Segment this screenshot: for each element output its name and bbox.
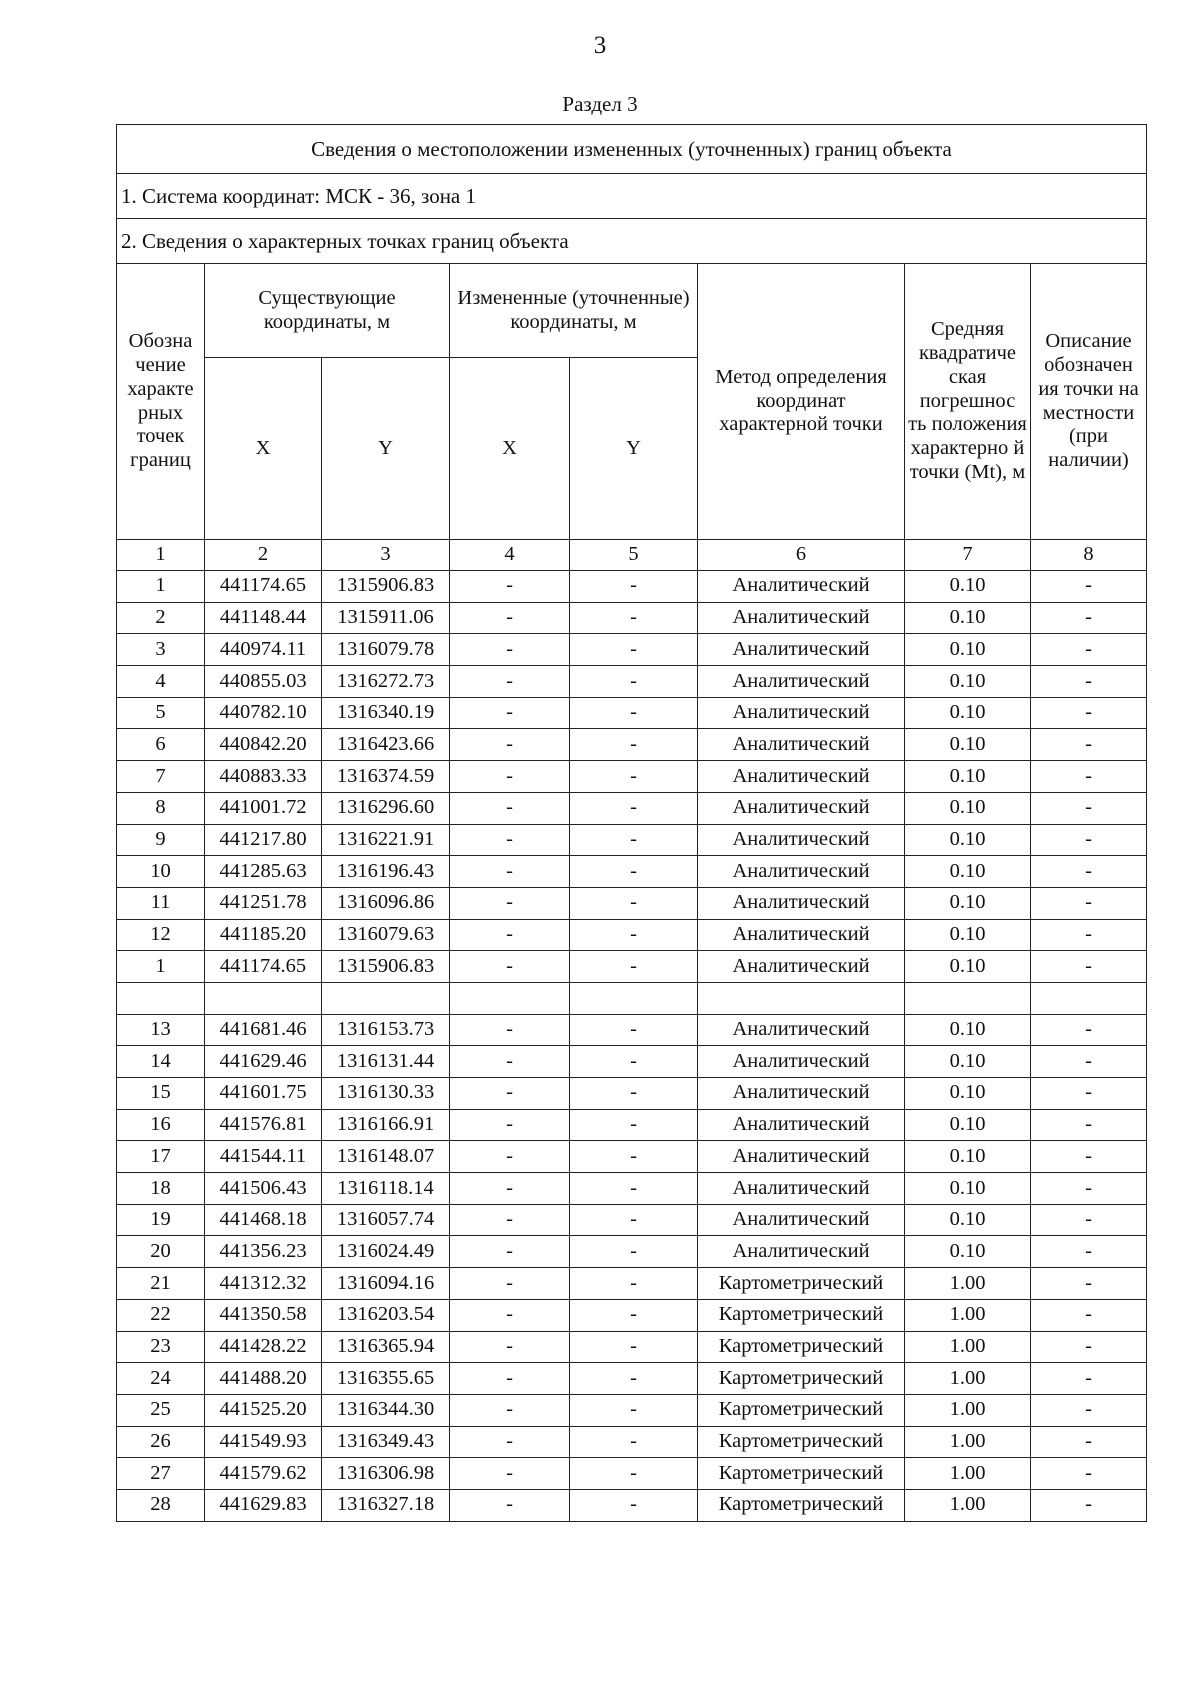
error-cell: 0.10 xyxy=(905,1236,1031,1268)
existing-x-cell: 441217.80 xyxy=(205,824,322,856)
table-row xyxy=(117,1331,1147,1363)
changed-y-cell: - xyxy=(570,1268,698,1300)
description-cell: - xyxy=(1031,1299,1147,1331)
existing-y-cell: 1315911.06 xyxy=(322,602,450,634)
method-cell: Аналитический xyxy=(698,792,905,824)
table-row xyxy=(117,602,1147,634)
existing-y-cell: 1316374.59 xyxy=(322,761,450,793)
error-cell: 0.10 xyxy=(905,1173,1031,1205)
page-number: 3 xyxy=(593,32,607,59)
description-cell: - xyxy=(1031,634,1147,666)
existing-x-cell: 441629.46 xyxy=(205,1046,322,1078)
header-existing-x: X xyxy=(205,358,322,540)
existing-y-cell: 1316024.49 xyxy=(322,1236,450,1268)
point-number-cell: 3 xyxy=(117,634,205,666)
changed-y-cell: - xyxy=(570,1204,698,1236)
changed-y-cell: - xyxy=(570,697,698,729)
method-cell: Аналитический xyxy=(698,602,905,634)
changed-y-cell: - xyxy=(570,1014,698,1046)
changed-x-cell: - xyxy=(450,1046,570,1078)
existing-x-cell: 441576.81 xyxy=(205,1109,322,1141)
changed-x-cell: - xyxy=(450,919,570,951)
changed-x-cell: - xyxy=(450,729,570,761)
column-numbers-row xyxy=(117,540,1147,571)
column-number: 1 xyxy=(117,540,205,571)
description-cell: - xyxy=(1031,824,1147,856)
column-number: 6 xyxy=(698,540,905,571)
changed-y-cell: - xyxy=(570,571,698,603)
description-cell: - xyxy=(1031,1109,1147,1141)
point-number-cell: 1 xyxy=(117,951,205,983)
existing-x-cell: 441251.78 xyxy=(205,887,322,919)
point-number-cell: 8 xyxy=(117,792,205,824)
point-number-cell: 4 xyxy=(117,666,205,698)
changed-y-cell: - xyxy=(570,1236,698,1268)
existing-x-cell: 441601.75 xyxy=(205,1078,322,1110)
column-number: 4 xyxy=(450,540,570,571)
method-cell: Аналитический xyxy=(698,1141,905,1173)
point-number-cell xyxy=(117,982,205,1014)
existing-x-cell: 441428.22 xyxy=(205,1331,322,1363)
error-cell: 0.10 xyxy=(905,1046,1031,1078)
changed-y-cell: - xyxy=(570,602,698,634)
changed-y-cell: - xyxy=(570,1394,698,1426)
table-row xyxy=(117,1268,1147,1300)
changed-y-cell: - xyxy=(570,761,698,793)
error-cell: 0.10 xyxy=(905,761,1031,793)
point-number-cell: 12 xyxy=(117,919,205,951)
changed-x-cell: - xyxy=(450,1489,570,1521)
table-row xyxy=(117,1141,1147,1173)
changed-y-cell: - xyxy=(570,1458,698,1490)
error-cell: 1.00 xyxy=(905,1458,1031,1490)
header-method: Метод определения координат характерной точки xyxy=(698,264,905,540)
changed-x-cell: - xyxy=(450,1394,570,1426)
existing-y-cell: 1316306.98 xyxy=(322,1458,450,1490)
point-number-cell: 22 xyxy=(117,1299,205,1331)
changed-x-cell: - xyxy=(450,1014,570,1046)
changed-x-cell: - xyxy=(450,634,570,666)
method-cell: Аналитический xyxy=(698,666,905,698)
existing-y-cell: 1316131.44 xyxy=(322,1046,450,1078)
existing-y-cell: 1316296.60 xyxy=(322,792,450,824)
point-number-cell: 20 xyxy=(117,1236,205,1268)
existing-y-cell: 1316355.65 xyxy=(322,1363,450,1395)
existing-y-cell xyxy=(322,982,450,1014)
existing-y-cell: 1316365.94 xyxy=(322,1331,450,1363)
point-number-cell: 14 xyxy=(117,1046,205,1078)
changed-y-cell: - xyxy=(570,1141,698,1173)
existing-x-cell: 441549.93 xyxy=(205,1426,322,1458)
column-number: 2 xyxy=(205,540,322,571)
existing-x-cell: 441544.11 xyxy=(205,1141,322,1173)
error-cell: 0.10 xyxy=(905,1141,1031,1173)
error-cell: 0.10 xyxy=(905,887,1031,919)
changed-y-cell: - xyxy=(570,729,698,761)
changed-y-cell: - xyxy=(570,919,698,951)
existing-y-cell: 1316349.43 xyxy=(322,1426,450,1458)
method-cell: Картометрический xyxy=(698,1426,905,1458)
error-cell: 0.10 xyxy=(905,571,1031,603)
table-row xyxy=(117,1109,1147,1141)
existing-x-cell: 441629.83 xyxy=(205,1489,322,1521)
method-cell: Аналитический xyxy=(698,761,905,793)
table-row xyxy=(117,1078,1147,1110)
header-changed-y: Y xyxy=(570,358,698,540)
point-number-cell: 6 xyxy=(117,729,205,761)
existing-x-cell: 441285.63 xyxy=(205,856,322,888)
error-cell: 0.10 xyxy=(905,666,1031,698)
changed-x-cell: - xyxy=(450,602,570,634)
error-cell: 1.00 xyxy=(905,1363,1031,1395)
error-cell: 0.10 xyxy=(905,697,1031,729)
changed-x-cell: - xyxy=(450,697,570,729)
existing-x-cell: 441312.32 xyxy=(205,1268,322,1300)
method-cell: Картометрический xyxy=(698,1331,905,1363)
method-cell: Картометрический xyxy=(698,1363,905,1395)
changed-x-cell: - xyxy=(450,887,570,919)
changed-y-cell: - xyxy=(570,1299,698,1331)
table-row xyxy=(117,571,1147,603)
changed-y-cell: - xyxy=(570,856,698,888)
point-number-cell: 10 xyxy=(117,856,205,888)
table-body xyxy=(117,571,1147,1522)
changed-x-cell: - xyxy=(450,1141,570,1173)
point-number-cell: 2 xyxy=(117,602,205,634)
coordinates-table xyxy=(116,124,1147,1522)
method-cell: Аналитический xyxy=(698,1109,905,1141)
changed-y-cell: - xyxy=(570,1173,698,1205)
table-row xyxy=(117,919,1147,951)
point-number-cell: 7 xyxy=(117,761,205,793)
table-row xyxy=(117,1458,1147,1490)
changed-x-cell: - xyxy=(450,792,570,824)
error-cell: 0.10 xyxy=(905,919,1031,951)
method-cell: Картометрический xyxy=(698,1394,905,1426)
existing-x-cell: 441148.44 xyxy=(205,602,322,634)
table-row xyxy=(117,1394,1147,1426)
point-number-cell: 17 xyxy=(117,1141,205,1173)
method-cell: Аналитический xyxy=(698,1046,905,1078)
error-cell: 0.10 xyxy=(905,1078,1031,1110)
header-existing-y: Y xyxy=(322,358,450,540)
description-cell: - xyxy=(1031,697,1147,729)
existing-x-cell: 440974.11 xyxy=(205,634,322,666)
error-cell: 1.00 xyxy=(905,1489,1031,1521)
column-number: 5 xyxy=(570,540,698,571)
changed-x-cell: - xyxy=(450,1331,570,1363)
existing-x-cell: 441001.72 xyxy=(205,792,322,824)
table-row xyxy=(117,1046,1147,1078)
changed-x-cell: - xyxy=(450,1109,570,1141)
changed-y-cell: - xyxy=(570,1109,698,1141)
changed-x-cell: - xyxy=(450,571,570,603)
description-cell: - xyxy=(1031,761,1147,793)
description-cell: - xyxy=(1031,856,1147,888)
changed-y-cell: - xyxy=(570,1046,698,1078)
changed-x-cell: - xyxy=(450,1363,570,1395)
changed-y-cell: - xyxy=(570,1426,698,1458)
method-cell: Аналитический xyxy=(698,856,905,888)
existing-y-cell: 1316079.78 xyxy=(322,634,450,666)
table-row xyxy=(117,729,1147,761)
existing-y-cell: 1316272.73 xyxy=(322,666,450,698)
table-row xyxy=(117,634,1147,666)
method-cell: Аналитический xyxy=(698,1173,905,1205)
changed-x-cell: - xyxy=(450,761,570,793)
changed-y-cell: - xyxy=(570,824,698,856)
description-cell: - xyxy=(1031,1204,1147,1236)
point-number-cell: 24 xyxy=(117,1363,205,1395)
description-cell: - xyxy=(1031,1236,1147,1268)
table-row xyxy=(117,1173,1147,1205)
description-cell: - xyxy=(1031,951,1147,983)
header-error: Средняя квадратиче ская погрешнос ть положения характерно й точки (Mt), м xyxy=(905,264,1031,540)
description-cell: - xyxy=(1031,1426,1147,1458)
method-cell: Аналитический xyxy=(698,824,905,856)
changed-x-cell: - xyxy=(450,1078,570,1110)
existing-y-cell: 1316118.14 xyxy=(322,1173,450,1205)
table-row xyxy=(117,1014,1147,1046)
changed-x-cell: - xyxy=(450,1236,570,1268)
method-cell: Аналитический xyxy=(698,697,905,729)
existing-x-cell: 441468.18 xyxy=(205,1204,322,1236)
changed-y-cell: - xyxy=(570,1363,698,1395)
changed-y-cell: - xyxy=(570,887,698,919)
column-number: 3 xyxy=(322,540,450,571)
changed-y-cell: - xyxy=(570,951,698,983)
table-row xyxy=(117,697,1147,729)
header-designation: Обозна чение характе рных точек границ xyxy=(117,264,205,540)
method-cell: Аналитический xyxy=(698,1236,905,1268)
table-row xyxy=(117,1204,1147,1236)
existing-y-cell: 1316079.63 xyxy=(322,919,450,951)
description-cell: - xyxy=(1031,1078,1147,1110)
changed-x-cell: - xyxy=(450,824,570,856)
point-number-cell: 16 xyxy=(117,1109,205,1141)
existing-y-cell: 1316153.73 xyxy=(322,1014,450,1046)
error-cell: 0.10 xyxy=(905,856,1031,888)
method-cell: Аналитический xyxy=(698,729,905,761)
existing-x-cell: 441350.58 xyxy=(205,1299,322,1331)
description-cell: - xyxy=(1031,1363,1147,1395)
existing-x-cell: 441488.20 xyxy=(205,1363,322,1395)
error-cell: 0.10 xyxy=(905,1014,1031,1046)
error-cell: 0.10 xyxy=(905,729,1031,761)
existing-x-cell: 441356.23 xyxy=(205,1236,322,1268)
changed-y-cell: - xyxy=(570,792,698,824)
section-label: Раздел 3 xyxy=(562,92,638,116)
existing-y-cell: 1316344.30 xyxy=(322,1394,450,1426)
error-cell: 0.10 xyxy=(905,634,1031,666)
existing-x-cell: 441506.43 xyxy=(205,1173,322,1205)
point-number-cell: 27 xyxy=(117,1458,205,1490)
error-cell: 0.10 xyxy=(905,792,1031,824)
point-number-cell: 25 xyxy=(117,1394,205,1426)
error-cell: 0.10 xyxy=(905,1109,1031,1141)
existing-y-cell: 1316130.33 xyxy=(322,1078,450,1110)
method-cell: Картометрический xyxy=(698,1299,905,1331)
point-number-cell: 23 xyxy=(117,1331,205,1363)
method-cell xyxy=(698,982,905,1014)
existing-y-cell: 1316096.86 xyxy=(322,887,450,919)
existing-y-cell: 1316166.91 xyxy=(322,1109,450,1141)
point-number-cell: 13 xyxy=(117,1014,205,1046)
description-cell: - xyxy=(1031,1046,1147,1078)
existing-x-cell: 440855.03 xyxy=(205,666,322,698)
existing-x-cell: 440842.20 xyxy=(205,729,322,761)
method-cell: Аналитический xyxy=(698,1014,905,1046)
point-number-cell: 19 xyxy=(117,1204,205,1236)
point-number-cell: 5 xyxy=(117,697,205,729)
changed-x-cell: - xyxy=(450,1458,570,1490)
changed-x-cell: - xyxy=(450,1426,570,1458)
description-cell: - xyxy=(1031,1173,1147,1205)
table-title: Сведения о местоположении измененных (уточненных) границ объекта xyxy=(117,125,1147,174)
method-cell: Картометрический xyxy=(698,1458,905,1490)
error-cell: 0.10 xyxy=(905,951,1031,983)
table-row xyxy=(117,792,1147,824)
existing-x-cell: 441174.65 xyxy=(205,571,322,603)
header-changed-coordinates: Измененные (уточненные) координаты, м xyxy=(450,264,698,358)
existing-y-cell: 1316340.19 xyxy=(322,697,450,729)
existing-y-cell: 1316203.54 xyxy=(322,1299,450,1331)
changed-x-cell xyxy=(450,982,570,1014)
existing-x-cell: 441681.46 xyxy=(205,1014,322,1046)
table-row xyxy=(117,1363,1147,1395)
column-number: 7 xyxy=(905,540,1031,571)
existing-y-cell: 1316423.66 xyxy=(322,729,450,761)
table-row xyxy=(117,856,1147,888)
error-cell: 0.10 xyxy=(905,824,1031,856)
description-cell: - xyxy=(1031,1394,1147,1426)
existing-x-cell: 441579.62 xyxy=(205,1458,322,1490)
method-cell: Аналитический xyxy=(698,1078,905,1110)
table-row xyxy=(117,1236,1147,1268)
point-number-cell: 26 xyxy=(117,1426,205,1458)
existing-y-cell: 1316327.18 xyxy=(322,1489,450,1521)
header-changed-x: X xyxy=(450,358,570,540)
changed-y-cell: - xyxy=(570,1489,698,1521)
existing-y-cell: 1316221.91 xyxy=(322,824,450,856)
point-number-cell: 18 xyxy=(117,1173,205,1205)
point-number-cell: 15 xyxy=(117,1078,205,1110)
method-cell: Аналитический xyxy=(698,1204,905,1236)
existing-y-cell: 1315906.83 xyxy=(322,571,450,603)
description-cell: - xyxy=(1031,666,1147,698)
description-cell: - xyxy=(1031,1268,1147,1300)
description-cell: - xyxy=(1031,887,1147,919)
existing-y-cell: 1316148.07 xyxy=(322,1141,450,1173)
existing-x-cell: 440782.10 xyxy=(205,697,322,729)
existing-y-cell: 1315906.83 xyxy=(322,951,450,983)
points-heading: 2. Сведения о характерных точках границ объекта xyxy=(117,219,1147,264)
changed-x-cell: - xyxy=(450,1268,570,1300)
table-row xyxy=(117,887,1147,919)
error-cell: 1.00 xyxy=(905,1426,1031,1458)
error-cell: 0.10 xyxy=(905,602,1031,634)
method-cell: Аналитический xyxy=(698,919,905,951)
method-cell: Картометрический xyxy=(698,1268,905,1300)
existing-y-cell: 1316196.43 xyxy=(322,856,450,888)
existing-x-cell: 441174.65 xyxy=(205,951,322,983)
table-row xyxy=(117,1299,1147,1331)
method-cell: Аналитический xyxy=(698,951,905,983)
description-cell: - xyxy=(1031,1458,1147,1490)
description-cell: - xyxy=(1031,919,1147,951)
method-cell: Аналитический xyxy=(698,634,905,666)
changed-x-cell: - xyxy=(450,951,570,983)
table-row xyxy=(117,1489,1147,1521)
method-cell: Аналитический xyxy=(698,571,905,603)
method-cell: Аналитический xyxy=(698,887,905,919)
point-number-cell: 1 xyxy=(117,571,205,603)
existing-x-cell xyxy=(205,982,322,1014)
error-cell xyxy=(905,982,1031,1014)
changed-y-cell: - xyxy=(570,1331,698,1363)
point-number-cell: 28 xyxy=(117,1489,205,1521)
error-cell: 1.00 xyxy=(905,1331,1031,1363)
error-cell: 1.00 xyxy=(905,1394,1031,1426)
point-number-cell: 9 xyxy=(117,824,205,856)
description-cell: - xyxy=(1031,1141,1147,1173)
method-cell: Картометрический xyxy=(698,1489,905,1521)
changed-y-cell: - xyxy=(570,634,698,666)
description-cell: - xyxy=(1031,792,1147,824)
description-cell: - xyxy=(1031,571,1147,603)
changed-y-cell: - xyxy=(570,1078,698,1110)
existing-y-cell: 1316057.74 xyxy=(322,1204,450,1236)
error-cell: 0.10 xyxy=(905,1204,1031,1236)
description-cell: - xyxy=(1031,1489,1147,1521)
point-number-cell: 21 xyxy=(117,1268,205,1300)
point-number-cell: 11 xyxy=(117,887,205,919)
table-row xyxy=(117,982,1147,1014)
existing-x-cell: 440883.33 xyxy=(205,761,322,793)
table-row xyxy=(117,1426,1147,1458)
existing-x-cell: 441185.20 xyxy=(205,919,322,951)
table-row xyxy=(117,824,1147,856)
description-cell: - xyxy=(1031,1014,1147,1046)
existing-y-cell: 1316094.16 xyxy=(322,1268,450,1300)
description-cell: - xyxy=(1031,1331,1147,1363)
changed-y-cell: - xyxy=(570,666,698,698)
existing-x-cell: 441525.20 xyxy=(205,1394,322,1426)
error-cell: 1.00 xyxy=(905,1299,1031,1331)
changed-x-cell: - xyxy=(450,666,570,698)
description-cell xyxy=(1031,982,1147,1014)
column-number: 8 xyxy=(1031,540,1147,571)
description-cell: - xyxy=(1031,729,1147,761)
description-cell: - xyxy=(1031,602,1147,634)
changed-x-cell: - xyxy=(450,1173,570,1205)
error-cell: 1.00 xyxy=(905,1268,1031,1300)
changed-y-cell xyxy=(570,982,698,1014)
changed-x-cell: - xyxy=(450,856,570,888)
coordinate-system: 1. Система координат: МСК - 36, зона 1 xyxy=(117,174,1147,219)
changed-x-cell: - xyxy=(450,1204,570,1236)
changed-x-cell: - xyxy=(450,1299,570,1331)
table-row xyxy=(117,951,1147,983)
header-description: Описание обозначен ия точки на местности (при наличии) xyxy=(1031,264,1147,540)
table-row xyxy=(117,666,1147,698)
header-existing-coordinates: Существующие координаты, м xyxy=(205,264,450,358)
table-row xyxy=(117,761,1147,793)
